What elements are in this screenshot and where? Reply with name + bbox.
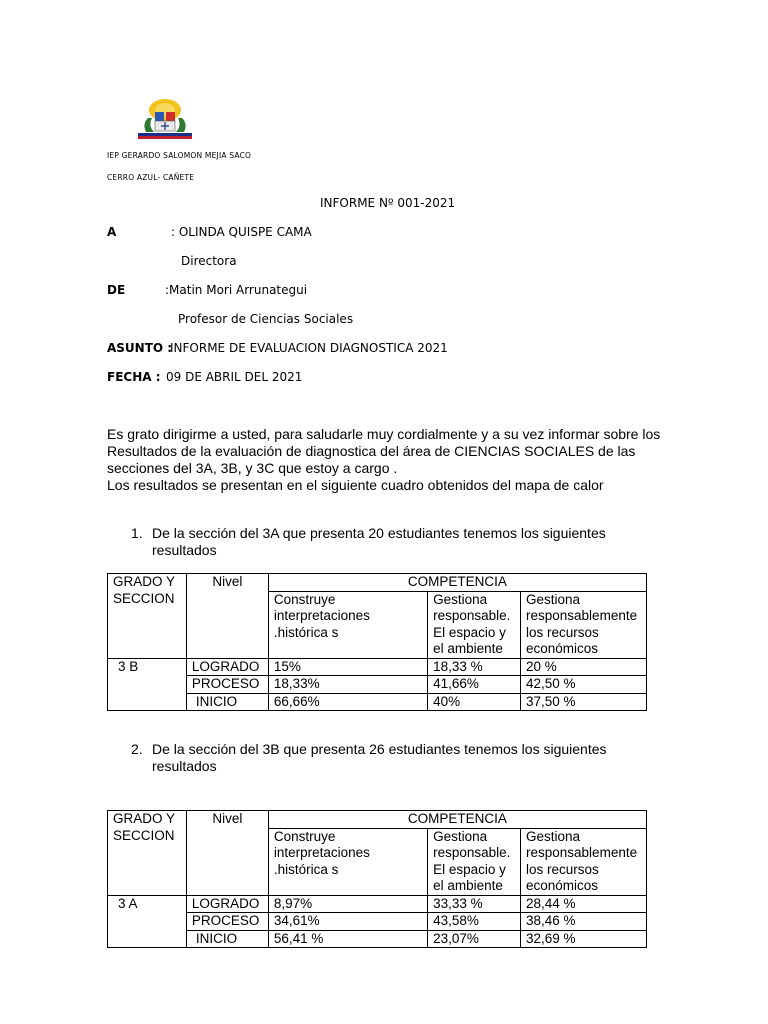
value-cell: 18,33 % <box>428 658 521 676</box>
value-cell: 20 % <box>521 658 647 676</box>
value-cell: 40% <box>428 693 521 711</box>
value-cell: 38,46 % <box>521 913 647 931</box>
col-competencia-header: COMPETENCIA <box>268 811 646 829</box>
value-cell: 28,44 % <box>521 895 647 913</box>
date-value: 09 DE ABRIL DEL 2021 <box>166 370 303 384</box>
nivel-cell: LOGRADO <box>186 895 268 913</box>
intro-line-4: Los resultados se presentan en el siguiente cuadro obtenidos del mapa de calor <box>107 477 604 493</box>
nivel-cell: INICIO <box>186 693 268 711</box>
value-cell: 37,50 % <box>521 693 647 711</box>
school-name: IEP GERARDO SALOMON MEJIA SACO <box>107 151 252 160</box>
to-value: : OLINDA QUISPE CAMA <box>171 225 312 239</box>
nivel-cell: LOGRADO <box>186 658 268 676</box>
section-2-line-1: De la sección del 3B que presenta 26 estudiantes tenemos los siguientes <box>152 741 607 757</box>
from-label: DE <box>107 283 126 297</box>
to-label: A <box>107 225 117 239</box>
table-row <box>108 658 647 676</box>
nivel-cell: PROCESO <box>186 676 268 694</box>
intro-line-2: Resultados de la evaluación de diagnostica del área de CIENCIAS SOCIALES de las <box>107 443 636 459</box>
from-role: Profesor de Ciencias Sociales <box>178 312 354 326</box>
table-row <box>108 895 647 913</box>
section-2-line-2: resultados <box>152 758 217 774</box>
intro-line-1: Es grato dirigirme a usted, para saludarle muy cordialmente y a su vez informar sobre los <box>107 426 661 442</box>
value-cell: 33,33 % <box>428 895 521 913</box>
value-cell: 23,07% <box>428 930 521 948</box>
school-crest-logo <box>134 96 196 142</box>
to-role: Directora <box>181 254 237 268</box>
value-cell: 8,97% <box>268 895 427 913</box>
value-cell: 34,61% <box>268 913 427 931</box>
value-cell: 15% <box>268 658 427 676</box>
value-cell: 56,41 % <box>268 930 427 948</box>
value-cell: 66,66% <box>268 693 427 711</box>
subject-value: INFORME DE EVALUACION DIAGNOSTICA 2021 <box>170 341 448 355</box>
col-grado-header: GRADO Y SECCION <box>108 574 187 659</box>
value-cell: 43,58% <box>428 913 521 931</box>
value-cell: 18,33% <box>268 676 427 694</box>
section-2-number: 2. <box>131 741 143 757</box>
value-cell: 32,69 % <box>521 930 647 948</box>
competencia-2-header: Gestiona responsable. El espacio y el ambiente <box>428 591 521 658</box>
seccion-cell: 3 B <box>108 658 187 711</box>
report-title: INFORME Nº 001-2021 <box>320 196 456 210</box>
nivel-cell: PROCESO <box>186 913 268 931</box>
section-1-number: 1. <box>131 525 143 541</box>
col-nivel-header: Nivel <box>186 574 268 659</box>
value-cell: 42,50 % <box>521 676 647 694</box>
subject-label: ASUNTO : <box>107 341 173 355</box>
table-row <box>108 676 647 694</box>
table-row <box>108 930 647 948</box>
results-table-2 <box>107 810 647 948</box>
intro-line-3: secciones del 3A, 3B, y 3C que estoy a cargo . <box>107 460 398 476</box>
col-nivel-header: Nivel <box>186 811 268 896</box>
competencia-1-header: Construye interpretaciones .histórica s <box>268 591 427 658</box>
nivel-cell: INICIO <box>186 930 268 948</box>
col-competencia-header: COMPETENCIA <box>268 574 646 592</box>
col-grado-header: GRADO Y SECCION <box>108 811 187 896</box>
competencia-3-header: Gestiona responsablemente los recursos económicos <box>521 828 647 895</box>
results-table-1 <box>107 573 647 711</box>
table-row <box>108 693 647 711</box>
competencia-2-header: Gestiona responsable. El espacio y el ambiente <box>428 828 521 895</box>
section-1-line-1: De la sección del 3A que presenta 20 estudiantes tenemos los siguientes <box>152 525 606 541</box>
seccion-cell: 3 A <box>108 895 187 948</box>
date-label: FECHA : <box>107 370 161 384</box>
table-row <box>108 913 647 931</box>
competencia-1-header: Construye interpretaciones .histórica s <box>268 828 427 895</box>
section-1-line-2: resultados <box>152 542 217 558</box>
competencia-3-header: Gestiona responsablemente los recursos económicos <box>521 591 647 658</box>
school-location: CERRO AZUL- CAÑETE <box>107 173 195 182</box>
value-cell: 41,66% <box>428 676 521 694</box>
from-value: :Matin Mori Arrunategui <box>165 283 308 297</box>
